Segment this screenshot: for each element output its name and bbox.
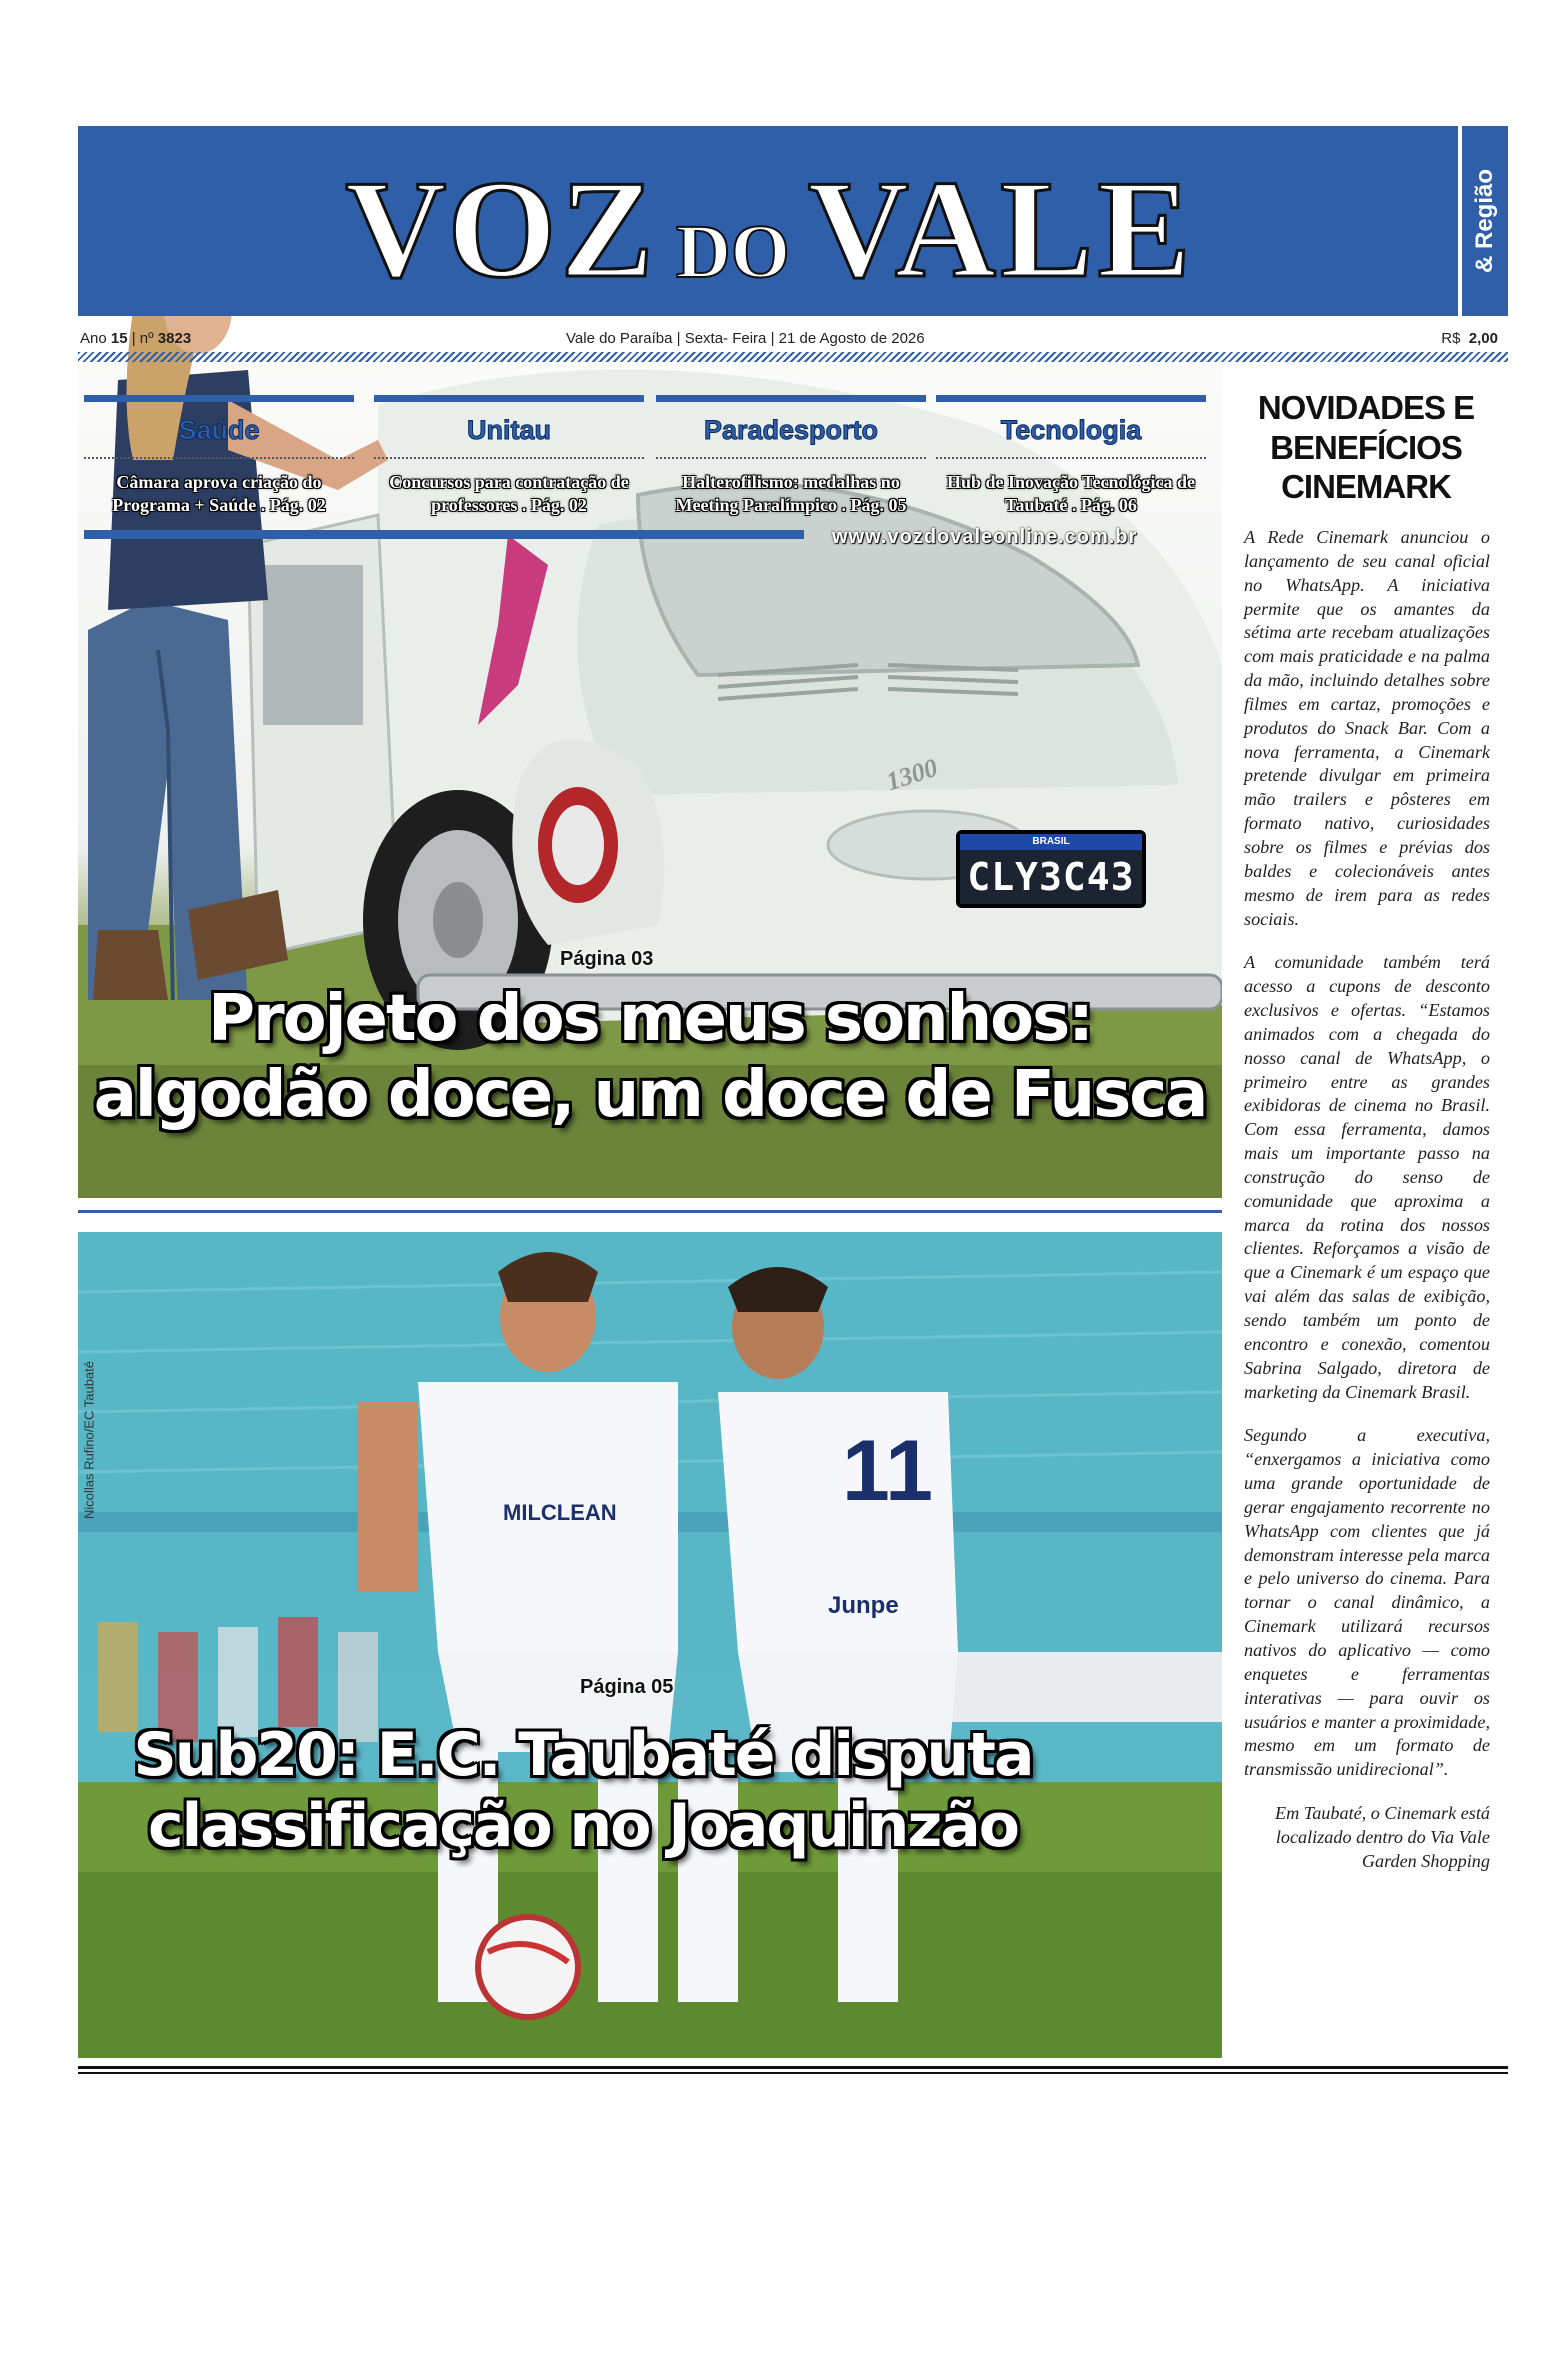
hatched-divider <box>78 352 1508 362</box>
column-paragraph: A Rede Cinemark anunciou o lançamento de seu canal oficial no WhatsApp. A iniciativa permite que os amantes da sétima arte recebam atualizações com mais praticidade e na palma da mão, incluindo detalhes sobre filmes em cartaz, promoções e produtos do Snack Bar. Com a nova ferramenta, a Cinemark pretende divulgar em primeira mão trailers e pôsteres em formato nativo, curiosidades sobre os filmes e prévias dos baldes e colecionáveis antes mesmo de irem para as redes sociais. <box>1244 527 1490 929</box>
section-bar <box>656 395 926 402</box>
story1-headline[interactable] <box>78 982 1222 1133</box>
shirt-number: 11 <box>842 1423 933 1519</box>
story2-headline-line1: Sub20: E.C. Taubaté disputa <box>133 1720 1033 1790</box>
bottom-rule <box>78 2066 1508 2069</box>
edition-info: Ano 15 | nº 3823 <box>80 330 192 347</box>
column-title[interactable]: NOVIDADES E BENEFÍCIOS CINEMARK <box>1257 389 1475 506</box>
dotted-divider <box>656 457 926 459</box>
section-name: Saúde <box>178 415 260 445</box>
plate-country: BRASIL <box>960 834 1142 850</box>
shirt-brand: Junpe <box>828 1592 899 1619</box>
shirt-sponsor: MILCLEAN <box>503 1500 617 1525</box>
section-saude[interactable] <box>84 395 354 545</box>
title-voz: VOZ <box>345 152 658 307</box>
section-bar <box>84 395 354 402</box>
place: Vale do Paraíba <box>566 330 673 347</box>
edition-info-line <box>78 318 1508 348</box>
story2-page-label: Página 05 <box>580 1676 674 1698</box>
number-label: nº <box>139 330 154 347</box>
section-unitau[interactable] <box>374 395 644 545</box>
story2-headline[interactable] <box>78 1720 1088 1862</box>
edition-number: 3823 <box>157 330 192 347</box>
date-info: Vale do Paraíba | Sexta- Feira | 21 de Agosto de 2026 <box>566 330 925 347</box>
column-paragraph: Em Taubaté, o Cinemark está localizado dentro do Via Vale Garden Shopping <box>1274 1803 1490 1871</box>
newspaper-title <box>250 150 1290 307</box>
column-article <box>1244 526 1490 1894</box>
dotted-divider <box>84 457 354 459</box>
section-bar <box>936 395 1206 402</box>
bottom-rule-secondary <box>78 2072 1508 2074</box>
column-paragraph: Segundo a executiva, “enxergamos a iniciativa como uma grande oportunidade de gerar engajamento recorrente no WhatsApp com clientes que já demonstram interesse pela marca e pelo universo do cinema. Para tornar o canal dinâmico, a Cinemark utilizará recursos nativos do aplicativo — como enquetes e ferramentas interativas — para ouvir os usuários e manter a proximidade, mesmo em um formato de transmissão unidirecional”. <box>1244 1425 1490 1780</box>
photo-credit-text: Nicollas Rufino/EC Taubaté <box>81 1360 97 1520</box>
weekday: Sexta- Feira <box>684 330 767 347</box>
dotted-divider <box>374 457 644 459</box>
mid-divider <box>78 1210 1222 1213</box>
license-plate <box>956 830 1146 908</box>
date: 21 de Agosto de 2026 <box>778 330 925 347</box>
story1-page-label: Página 03 <box>560 948 654 970</box>
section-strip <box>84 395 1220 545</box>
story2-headline-line2: classificação no Joaquinzão <box>148 1790 1018 1861</box>
price-info <box>1441 330 1498 347</box>
regiao-label: & Região <box>1471 168 1498 274</box>
section-teaser: Hub de Inovação Tecnológica de Taubaté . Pág. 06 <box>946 472 1196 516</box>
plate-number: CLY3C43 <box>967 855 1135 899</box>
price: 2,00 <box>1468 330 1498 347</box>
column-paragraph: A comunidade também terá acesso a cupons de desconto exclusivos e ofertas. “Estamos animados com a chegada do nosso canal de WhatsApp, o primeiro entre as grandes exibidoras de cinema no Brasil. Com essa ferramenta, damos mais um importante passo na construção do senso de comunidade que aproxima a marca da rotina dos nossos clientes. Reforçamos a visão de que a Cinemark é um espaço que vai além das salas de exibição, sendo também um ponto de encontro e conexão, comentou Sabrina Salgado, diretora de marketing da Cinemark Brasil. <box>1244 952 1490 1402</box>
section-teaser: Halterofilismo: medalhas no Meeting Paralímpico . Pág. 05 <box>675 472 907 516</box>
story1-headline-line1: Projeto dos meus sonhos: <box>208 982 1092 1056</box>
football-illustration <box>78 1232 1222 2058</box>
edition-year: 15 <box>110 330 128 347</box>
currency: R$ <box>1441 330 1461 347</box>
title-vale: VALE <box>807 152 1195 307</box>
section-name: Paradesporto <box>703 415 879 445</box>
section-name: Tecnologia <box>1000 415 1142 445</box>
section-paradesporto[interactable] <box>656 395 926 545</box>
dotted-divider <box>936 457 1206 459</box>
website-link[interactable]: www.vozdovaleonline.com.br <box>832 526 1138 548</box>
section-teaser: Câmara aprova criação do Programa + Saúde . Pág. 02 <box>112 472 326 516</box>
edition-label: Ano <box>80 330 107 347</box>
masthead-side-tab <box>1462 126 1508 316</box>
strip-underline <box>84 530 804 539</box>
photo-credit <box>78 1300 100 1580</box>
section-bar <box>374 395 644 402</box>
section-tecnologia[interactable] <box>936 395 1206 545</box>
title-do: DO <box>675 210 790 294</box>
story1-headline-line2: algodão doce, um doce de Fusca <box>93 1057 1207 1132</box>
section-teaser: Concursos para contratação de professores . Pág. 02 <box>389 472 629 516</box>
section-name: Unitau <box>467 415 551 445</box>
car-badge: 1300 <box>882 752 942 797</box>
football-photo <box>78 1232 1222 2058</box>
